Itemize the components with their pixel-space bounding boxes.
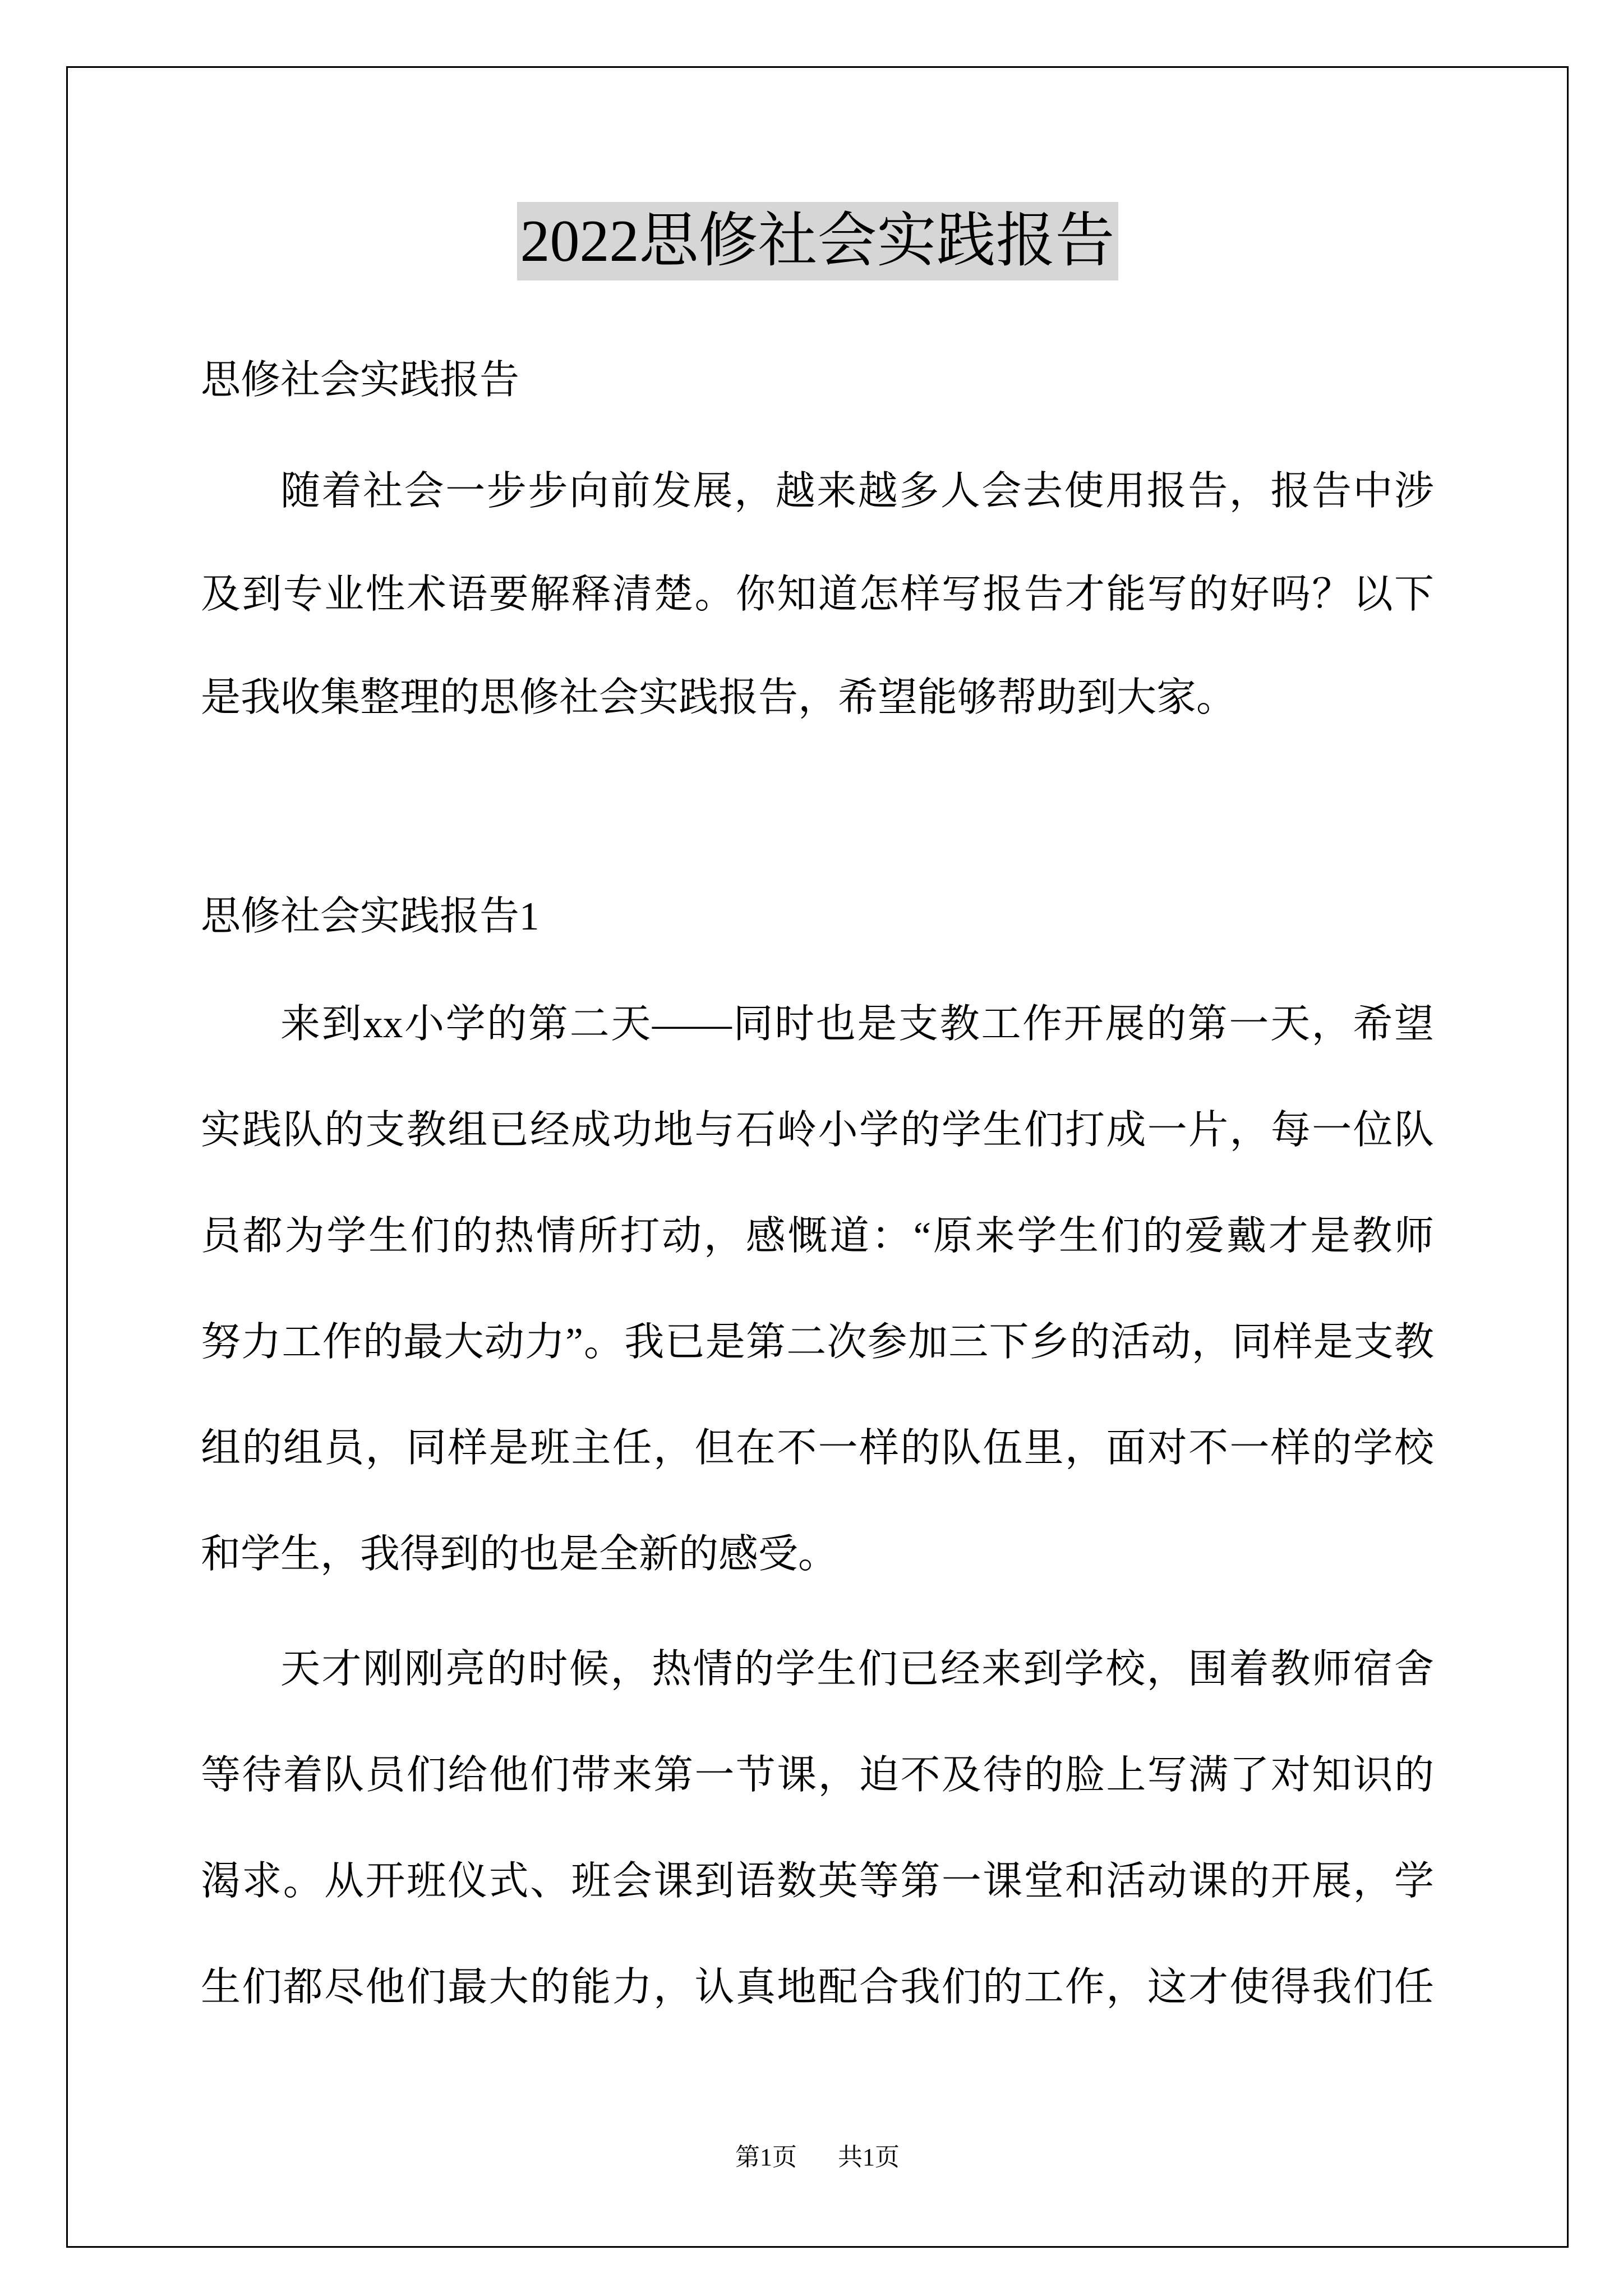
section-heading bbox=[201, 864, 1434, 970]
paragraph-line: 实践队的支教组已经成功地与石岭小学的学生们打成一片，每一位队 bbox=[201, 1108, 1434, 1152]
section-heading-text: 思修社会实践报告1 bbox=[201, 895, 540, 938]
paragraph-line: 和学生，我得到的也是全新的感受。 bbox=[201, 1533, 838, 1576]
paragraph-line: 努力工作的最大动力”。我已是第二次参加三下乡的活动，同样是支教 bbox=[201, 1320, 1434, 1364]
document-subtitle bbox=[201, 328, 1434, 434]
paragraph-line: 组的组员，同样是班主任，但在不一样的队伍里，面对不一样的学校 bbox=[201, 1427, 1434, 1470]
page-number: 第1页 bbox=[735, 2143, 797, 2171]
paragraph-line: 生们都尽他们最大的能力，认真地配合我们的工作，这才使得我们任 bbox=[201, 1966, 1434, 2009]
paragraph-line: 等待着队员们给他们带来第一节课，迫不及待的脸上写满了对知识的 bbox=[201, 1754, 1434, 1797]
paragraph-line: 随着社会一步步向前发展，越来越多人会去使用报告，报告中涉 bbox=[280, 470, 1434, 513]
intro-paragraph bbox=[201, 440, 1434, 749]
paragraph-line: 员都为学生们的热情所打动，感慨道：“原来学生们的爱戴才是教师 bbox=[201, 1214, 1434, 1258]
subtitle-text: 思修社会实践报告 bbox=[201, 358, 520, 402]
paragraph-line: 来到xx小学的第二天——同时也是支教工作开展的第一天，希望 bbox=[280, 1002, 1434, 1046]
paragraph-line: 是我收集整理的思修社会实践报告，希望能够帮助到大家。 bbox=[201, 676, 1237, 720]
section-paragraph bbox=[201, 1617, 1434, 2041]
page-count: 共1页 bbox=[838, 2143, 900, 2171]
document-title: 2022思修社会实践报告 bbox=[517, 202, 1118, 280]
paragraph-line: 渴求。从开班仪式、班会课到语数英等第一课堂和活动课的开展，学 bbox=[201, 1860, 1434, 1903]
paragraph-line: 及到专业性术语要解释清楚。你知道怎样写报告才能写的好吗？以下 bbox=[201, 573, 1434, 616]
section-paragraph bbox=[201, 972, 1434, 1608]
page-footer bbox=[66, 2141, 1569, 2174]
paragraph-line: 天才刚刚亮的时候，热情的学生们已经来到学校，围着教师宿舍 bbox=[280, 1648, 1434, 1691]
title-row bbox=[66, 202, 1569, 280]
